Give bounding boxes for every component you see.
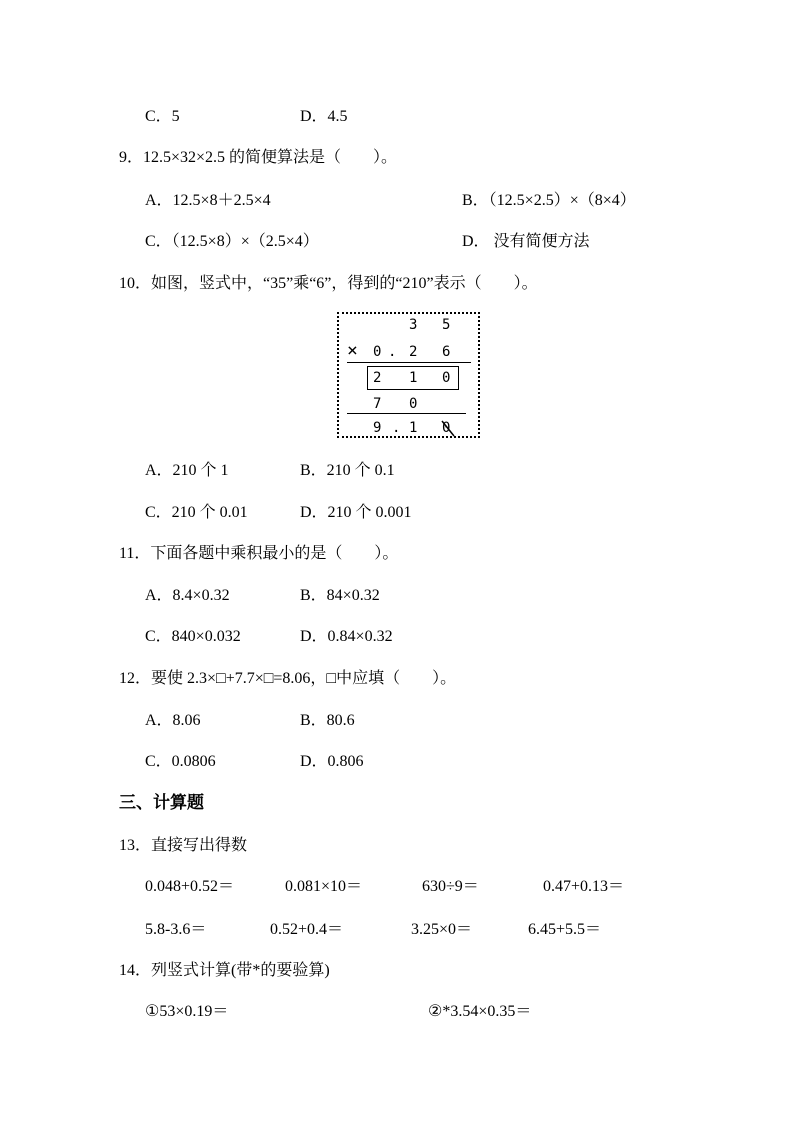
q12-option-a: A．8.06 (145, 712, 201, 729)
q9-option-b: B．（12.5×2.5）×（8×4） (462, 192, 636, 209)
rule-line (347, 362, 471, 363)
q11-option-b: B．84×0.32 (300, 587, 380, 604)
q9-option-d: D． 没有简便方法 (462, 233, 590, 250)
vertical-multiplication-figure (337, 312, 480, 438)
calc-item: 0.52+0.4＝ (270, 921, 344, 938)
digit: 1 (409, 420, 418, 436)
calc-item: 5.8-3.6＝ (145, 921, 207, 938)
q13-stem: 13．直接写出得数 (119, 837, 248, 854)
q12-option-b: B．80.6 (300, 712, 355, 729)
q9-option-c: C．（12.5×8）×（2.5×4） (145, 233, 319, 250)
digit: 5 (442, 317, 451, 333)
digit: 2 (373, 370, 382, 386)
vertical-calc-item: ②*3.54×0.35＝ (428, 1003, 532, 1020)
q10-option-a: A．210 个 1 (145, 462, 229, 479)
q10-option-b: B．210 个 0.1 (300, 462, 395, 479)
digit: 7 (373, 396, 382, 412)
multiply-sign: × (347, 340, 358, 361)
q10-stem: 10．如图，竖式中，“35”乘“6”，得到的“210”表示（ ）。 (119, 275, 538, 292)
digit: 0 (442, 370, 451, 386)
vertical-calc-item: ①53×0.19＝ (145, 1003, 229, 1020)
strike-mark (440, 418, 456, 438)
q12-stem: 12．要使 2.3×□+7.7×□=8.06，□中应填（ ）。 (119, 670, 457, 687)
calc-item: 630÷9＝ (422, 878, 479, 895)
calc-item: 3.25×0＝ (411, 921, 473, 938)
q10-option-c: C．210 个 0.01 (145, 504, 248, 521)
section-title: 三、计算题 (119, 793, 204, 813)
q14-stem: 14．列竖式计算(带*的要验算) (119, 962, 330, 979)
decimal-point: . (388, 344, 397, 360)
digit: 0 (409, 396, 418, 412)
calc-item: 0.47+0.13＝ (543, 878, 625, 895)
q12-option-d: D．0.806 (300, 753, 364, 770)
q11-option-c: C．840×0.032 (145, 628, 241, 645)
q11-option-a: A．8.4×0.32 (145, 587, 230, 604)
calc-item: 0.048+0.52＝ (145, 878, 235, 895)
q9-stem: 9．12.5×32×2.5 的简便算法是（ ）。 (119, 149, 398, 166)
digit: 1 (409, 370, 418, 386)
calc-item: 0.081×10＝ (285, 878, 363, 895)
calc-item: 6.45+5.5＝ (528, 921, 602, 938)
digit: 0 (373, 344, 382, 360)
q11-stem: 11．下面各题中乘积最小的是（ ）。 (119, 545, 399, 562)
q10-option-d: D．210 个 0.001 (300, 504, 412, 521)
q8-option-c: C．5 (145, 108, 180, 125)
digit: 9 (373, 420, 382, 436)
digit: 6 (442, 344, 451, 360)
rule-line (347, 413, 466, 414)
digit: 2 (409, 344, 418, 360)
q11-option-d: D．0.84×0.32 (300, 628, 393, 645)
q8-option-d: D．4.5 (300, 108, 348, 125)
digit: 0 (442, 420, 451, 436)
digit: 3 (409, 317, 418, 333)
q12-option-c: C．0.0806 (145, 753, 216, 770)
decimal-point: . (392, 420, 401, 436)
q9-option-a: A．12.5×8＋2.5×4 (145, 192, 271, 209)
